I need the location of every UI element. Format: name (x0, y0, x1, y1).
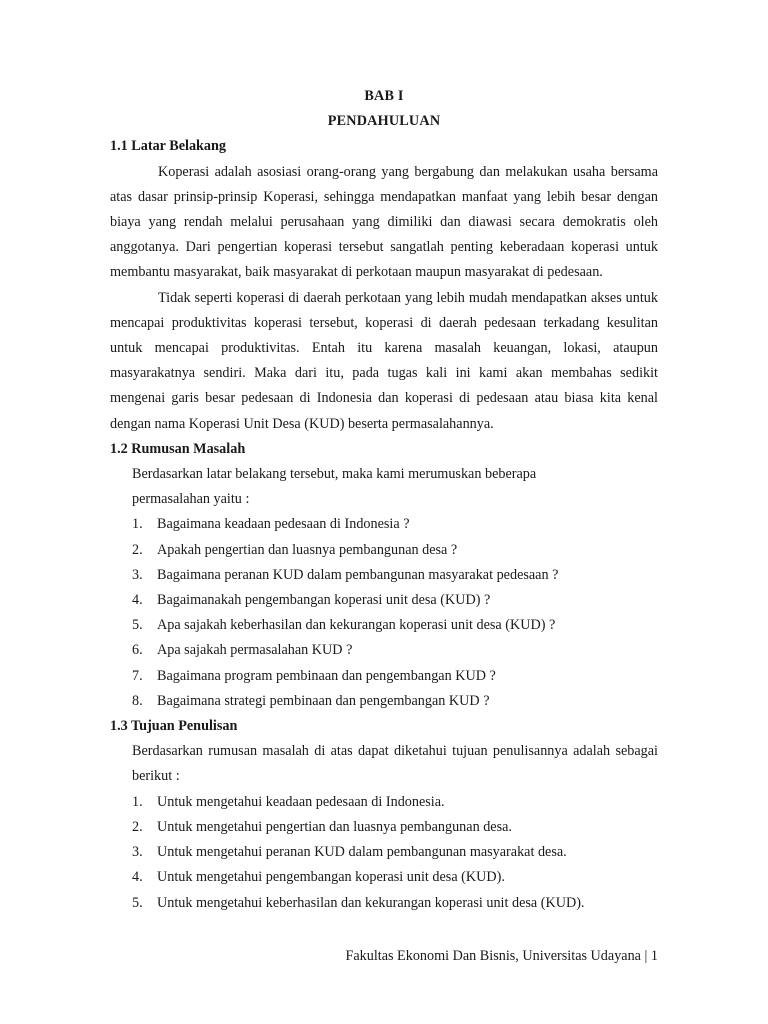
list-item (110, 638, 658, 663)
list-number: 8. (132, 692, 143, 709)
section-heading-latar-belakang: 1.1 Latar Belakang (110, 138, 227, 155)
list-number: 1. (132, 793, 143, 810)
list-number: 2. (132, 818, 143, 835)
page-footer: Fakultas Ekonomi Dan Bisnis, Universitas Udayana | 1 (345, 948, 658, 964)
list-item (110, 891, 658, 916)
list-item (110, 840, 658, 865)
chapter-title: PENDAHULUAN (327, 113, 441, 130)
section-heading-rumusan-masalah: 1.2 Rumusan Masalah (110, 440, 246, 457)
section-heading-tujuan-penulisan: 1.3 Tujuan Penulisan (110, 718, 238, 735)
list-item (110, 815, 658, 840)
list-number: 5. (132, 894, 143, 911)
list-item (110, 563, 658, 588)
list-item (110, 588, 658, 613)
list-text: Apa sajakah permasalahan KUD ? (157, 642, 353, 659)
list-text: Apakah pengertian dan luasnya pembangunan desa ? (157, 541, 458, 558)
rumusan-intro-line-1: Berdasarkan latar belakang tersebut, maka kami merumuskan beberapa (132, 466, 537, 483)
list-item (110, 865, 658, 890)
list-text: Bagaimana peranan KUD dalam pembangunan masyarakat pedesaan ? (157, 566, 559, 583)
list-number: 6. (132, 642, 143, 659)
list-text: Bagaimana keadaan pedesaan di Indonesia ? (157, 516, 410, 533)
list-number: 3. (132, 844, 143, 861)
list-number: 4. (132, 869, 143, 886)
list-item (110, 790, 658, 815)
list-text: Bagaimana program pembinaan dan pengembangan KUD ? (157, 667, 496, 684)
list-item (110, 538, 658, 563)
rumusan-intro-line-2: permasalahan yaitu : (132, 491, 250, 508)
list-number: 2. (132, 541, 143, 558)
tujuan-intro: Berdasarkan rumusan masalah di atas dapat diketahui tujuan penulisannya adalah sebagai berikut : (132, 743, 658, 785)
paragraph: Tidak seperti koperasi di daerah perkotaan yang lebih mudah mendapatkan akses untuk mencapai produktivitas koperasi tersebut, koperasi di daerah pedesaan terkadang kesulitan untuk mencapai produktivitas. Entah itu karena masalah keuangan, lokasi, ataupun masyarakatnya sendiri. Maka dari itu, pada tugas kali ini kami akan membahas sedikit mengenai garis besar pedesaan di Indonesia dan koperasi di pedesaan atau biasa kita kenal dengan nama Koperasi Unit Desa (KUD) beserta permasalahannya. (110, 289, 658, 432)
list-text: Untuk mengetahui keberhasilan dan kekurangan koperasi unit desa (KUD). (157, 894, 585, 911)
list-item (110, 664, 658, 689)
list-text: Bagaimana strategi pembinaan dan pengembangan KUD ? (157, 692, 490, 709)
list-number: 4. (132, 592, 143, 609)
list-item (110, 512, 658, 537)
list-number: 7. (132, 667, 143, 684)
list-text: Untuk mengetahui peranan KUD dalam pembangunan masyarakat desa. (157, 844, 567, 861)
list-item (110, 613, 658, 638)
list-text: Untuk mengetahui pengembangan koperasi unit desa (KUD). (157, 869, 505, 886)
list-text: Untuk mengetahui pengertian dan luasnya pembangunan desa. (157, 818, 512, 835)
list-text: Bagaimanakah pengembangan koperasi unit desa (KUD) ? (157, 592, 491, 609)
list-number: 5. (132, 617, 143, 634)
tujuan-list (110, 790, 658, 916)
page-content (110, 84, 658, 916)
list-number: 1. (132, 516, 143, 533)
list-item (110, 689, 658, 714)
rumusan-list (110, 512, 658, 714)
paragraph: Koperasi adalah asosiasi orang-orang yang bergabung dan melakukan usaha bersama atas dasar prinsip-prinsip Koperasi, sehingga mendapatkan manfaat yang lebih besar dengan biaya yang rendah melalui perusahaan yang dimiliki dan diawasi secara demokratis oleh anggotanya. Dari pengertian koperasi tersebut sangatlah penting keberadaan koperasi untuk membantu masyarakat, baik masyarakat di perkotaan maupun masyarakat di pedesaan. (110, 163, 658, 281)
list-number: 3. (132, 566, 143, 583)
chapter-label: BAB I (364, 88, 404, 104)
list-text: Untuk mengetahui keadaan pedesaan di Indonesia. (157, 793, 445, 810)
list-text: Apa sajakah keberhasilan dan kekurangan koperasi unit desa (KUD) ? (157, 617, 556, 634)
